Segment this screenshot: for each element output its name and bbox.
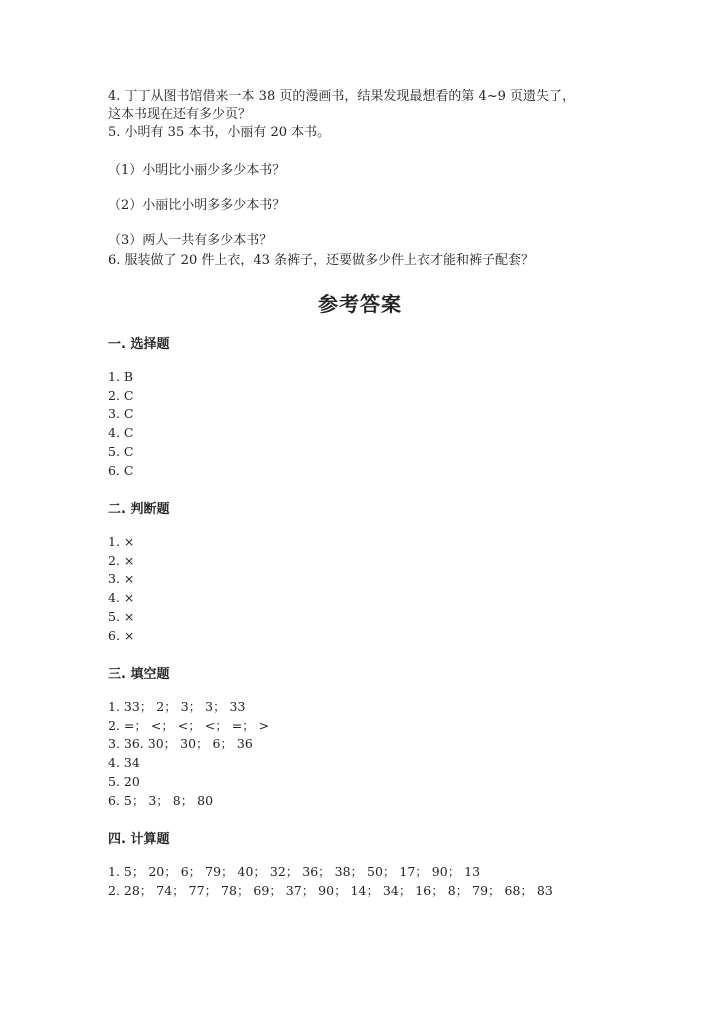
answer-item: 3. 36. 30； 30； 6； 36 [108, 736, 253, 752]
answer-list-judgment [108, 533, 134, 645]
answer-key-title: 参考答案 [318, 292, 402, 316]
question-5-sub-1: （1）小明比小丽少多少本书？ [108, 163, 286, 178]
question-5-sub-2: （2）小丽比小明多多少本书？ [108, 198, 286, 213]
question-4-line-1: 4. 丁丁从图书馆借来一本 38 页的漫画书，结果发现最想看的第 4~9 页遗失了， [108, 89, 576, 104]
answer-item: 2. × [108, 552, 135, 568]
answer-item: 1. B [108, 369, 134, 384]
answer-item: 4. C [108, 425, 134, 441]
answer-item: 5. 20 [108, 773, 140, 789]
question-5: 5. 小明有 35 本书，小丽有 20 本书。 [108, 125, 331, 140]
answer-item: 1. 5； 20； 6； 79； 40； 32； 36； 38； 50； 17； 90； 13 [108, 864, 481, 879]
answer-item: 5. × [108, 608, 135, 624]
answer-item: 6. C [108, 462, 134, 478]
section-heading-judgment: 二. 判断题 [108, 502, 170, 517]
answer-list-fill-blank [108, 698, 269, 810]
section-heading-fill-blank: 三. 填空题 [108, 667, 170, 682]
answer-item: 3. × [108, 571, 135, 587]
answer-item: 4. × [108, 590, 135, 606]
answer-item: 2. C [108, 387, 134, 403]
answer-item: 2. =； <； <； <； =； > [108, 717, 270, 733]
section-heading-calculation: 四. 计算题 [108, 832, 170, 847]
section-heading-choice: 一. 选择题 [108, 337, 170, 352]
answer-item: 6. × [108, 627, 135, 643]
answer-item: 1. × [108, 534, 135, 549]
answer-item: 5. C [108, 443, 134, 459]
answer-list-choice [108, 368, 133, 480]
answer-list-calculation [108, 863, 553, 900]
answer-item: 3. C [108, 406, 134, 422]
answer-item: 6. 5； 3； 8； 80 [108, 792, 214, 808]
answer-item: 4. 34 [108, 755, 140, 771]
question-5-sub-3: （3）两人一共有多少本书？ [108, 233, 273, 248]
question-4-line-2: 这本书现在还有多少页？ [108, 107, 252, 122]
answer-item: 2. 28； 74； 77； 78； 69； 37； 90； 14； 34； 16； 8； 79； 68； 83 [108, 882, 553, 898]
question-6: 6. 服装做了 20 件上衣，43 条裤子，还要做多少件上衣才能和裤子配套？ [108, 253, 535, 268]
answer-item: 1. 33； 2； 3； 3； 33 [108, 699, 246, 714]
